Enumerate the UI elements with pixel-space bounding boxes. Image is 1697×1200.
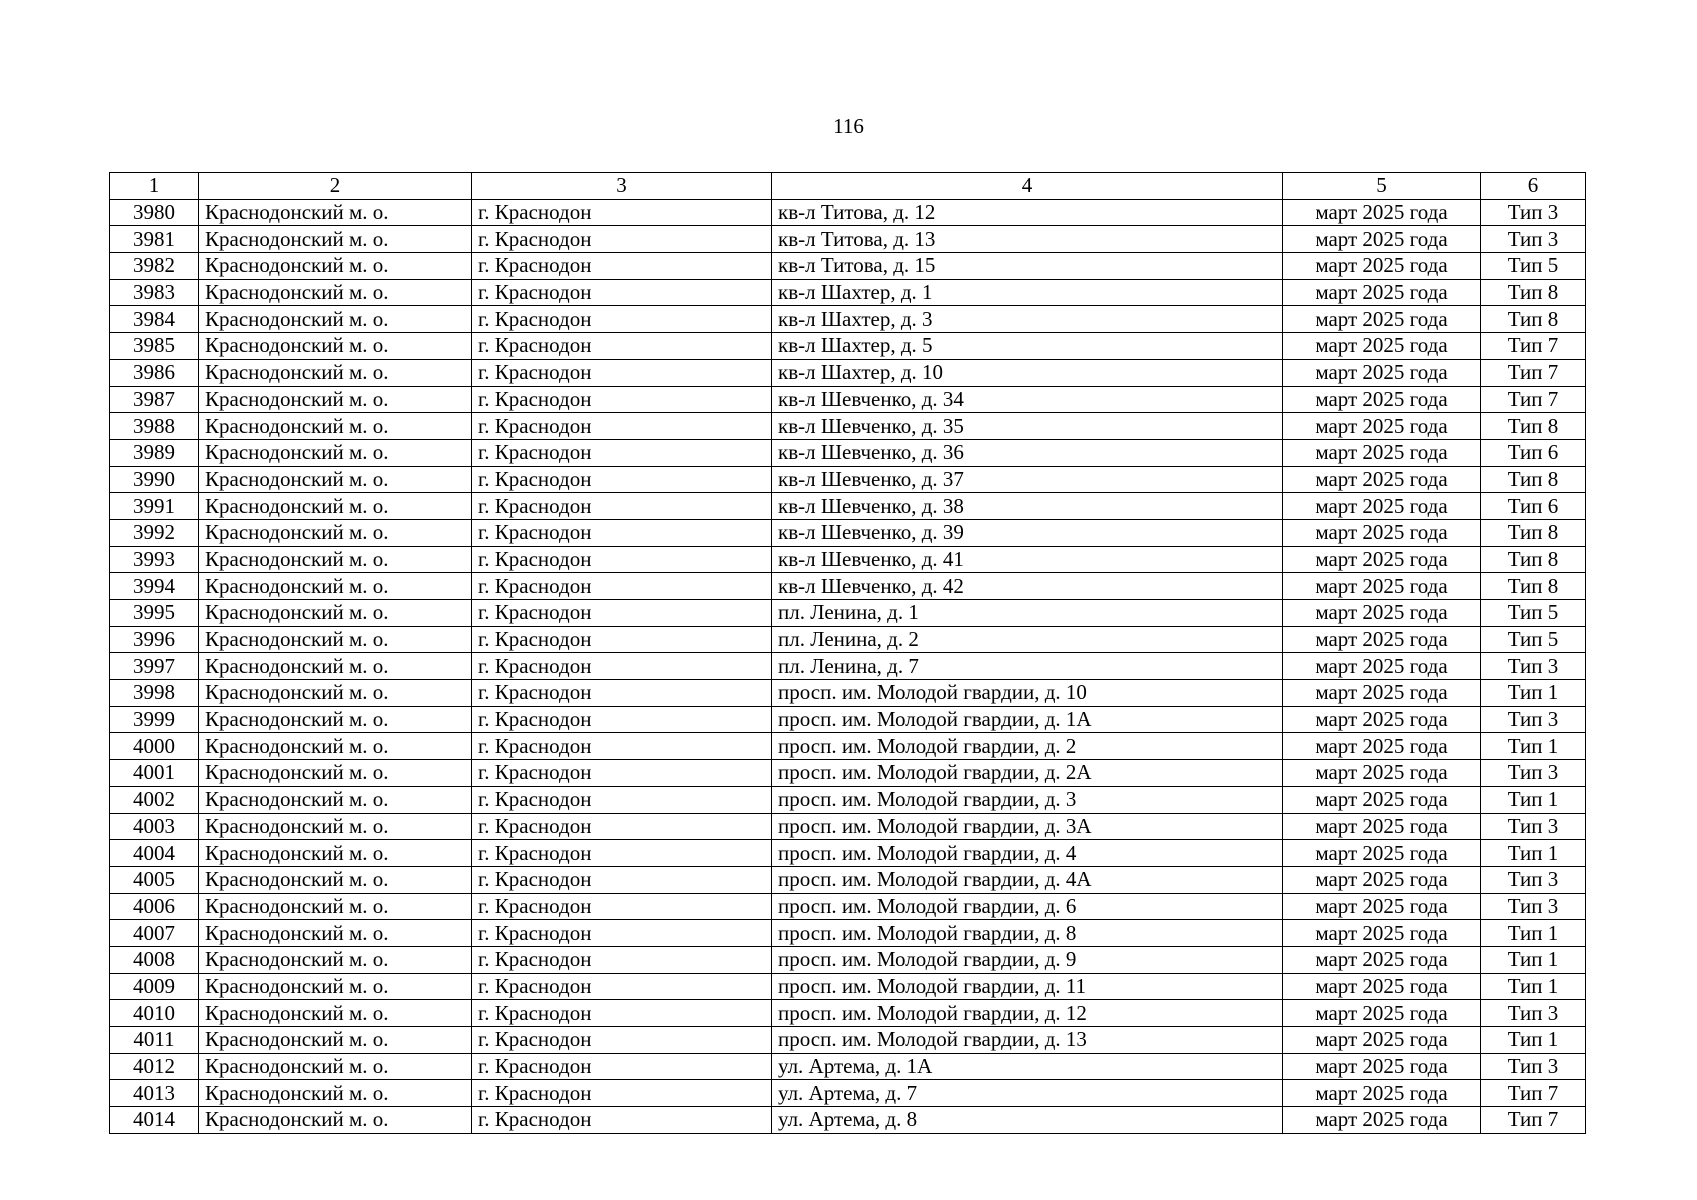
- table-row: [110, 626, 1586, 653]
- cell-type: Тип 8: [1481, 306, 1586, 333]
- column-header-4: 4: [772, 173, 1283, 200]
- cell-city: г. Краснодон: [472, 413, 772, 440]
- cell-number: 3990: [110, 466, 199, 493]
- cell-type: Тип 1: [1481, 920, 1586, 947]
- table-row: [110, 573, 1586, 600]
- cell-number: 3993: [110, 546, 199, 573]
- cell-city: г. Краснодон: [472, 866, 772, 893]
- table-row: [110, 706, 1586, 733]
- table-row: [110, 466, 1586, 493]
- table-row: [110, 1053, 1586, 1080]
- cell-city: г. Краснодон: [472, 680, 772, 707]
- cell-number: 4002: [110, 786, 199, 813]
- cell-district: Краснодонский м. о.: [199, 680, 472, 707]
- cell-number: 3989: [110, 439, 199, 466]
- cell-district: Краснодонский м. о.: [199, 253, 472, 280]
- cell-address: кв-л Шахтер, д. 3: [772, 306, 1283, 333]
- cell-address: кв-л Шевченко, д. 39: [772, 519, 1283, 546]
- table-row: [110, 733, 1586, 760]
- header-row: [110, 173, 1586, 200]
- table-row: [110, 439, 1586, 466]
- cell-city: г. Краснодон: [472, 439, 772, 466]
- cell-district: Краснодонский м. о.: [199, 600, 472, 627]
- cell-number: 4007: [110, 920, 199, 947]
- cell-date: март 2025 года: [1283, 253, 1481, 280]
- cell-date: март 2025 года: [1283, 439, 1481, 466]
- cell-type: Тип 7: [1481, 1107, 1586, 1134]
- cell-district: Краснодонский м. о.: [199, 466, 472, 493]
- cell-type: Тип 3: [1481, 1053, 1586, 1080]
- cell-date: март 2025 года: [1283, 733, 1481, 760]
- cell-type: Тип 7: [1481, 333, 1586, 360]
- cell-address: просп. им. Молодой гвардии, д. 13: [772, 1027, 1283, 1054]
- cell-city: г. Краснодон: [472, 226, 772, 253]
- cell-type: Тип 1: [1481, 680, 1586, 707]
- cell-type: Тип 8: [1481, 519, 1586, 546]
- table-row: [110, 1080, 1586, 1107]
- cell-date: март 2025 года: [1283, 893, 1481, 920]
- cell-date: март 2025 года: [1283, 786, 1481, 813]
- cell-date: март 2025 года: [1283, 973, 1481, 1000]
- cell-district: Краснодонский м. о.: [199, 840, 472, 867]
- table-row: [110, 653, 1586, 680]
- cell-district: Краснодонский м. о.: [199, 226, 472, 253]
- cell-type: Тип 8: [1481, 279, 1586, 306]
- cell-number: 3994: [110, 573, 199, 600]
- cell-city: г. Краснодон: [472, 333, 772, 360]
- table-row: [110, 413, 1586, 440]
- cell-address: просп. им. Молодой гвардии, д. 10: [772, 680, 1283, 707]
- table-row: [110, 279, 1586, 306]
- table-row: [110, 680, 1586, 707]
- cell-number: 3997: [110, 653, 199, 680]
- cell-district: Краснодонский м. о.: [199, 1080, 472, 1107]
- table-row: [110, 226, 1586, 253]
- cell-type: Тип 1: [1481, 840, 1586, 867]
- cell-date: март 2025 года: [1283, 813, 1481, 840]
- cell-number: 3991: [110, 493, 199, 520]
- cell-city: г. Краснодон: [472, 600, 772, 627]
- cell-date: март 2025 года: [1283, 1000, 1481, 1027]
- table-row: [110, 1107, 1586, 1134]
- table-row: [110, 493, 1586, 520]
- cell-date: март 2025 года: [1283, 653, 1481, 680]
- column-header-1: 1: [110, 173, 199, 200]
- cell-district: Краснодонский м. о.: [199, 279, 472, 306]
- cell-number: 4004: [110, 840, 199, 867]
- cell-number: 3985: [110, 333, 199, 360]
- cell-city: г. Краснодон: [472, 733, 772, 760]
- cell-district: Краснодонский м. о.: [199, 359, 472, 386]
- cell-type: Тип 3: [1481, 706, 1586, 733]
- cell-address: пл. Ленина, д. 7: [772, 653, 1283, 680]
- cell-city: г. Краснодон: [472, 279, 772, 306]
- table-header: [110, 173, 1586, 200]
- cell-district: Краснодонский м. о.: [199, 653, 472, 680]
- table-row: [110, 546, 1586, 573]
- cell-address: ул. Артема, д. 8: [772, 1107, 1283, 1134]
- cell-district: Краснодонский м. о.: [199, 813, 472, 840]
- cell-number: 4008: [110, 946, 199, 973]
- cell-number: 3982: [110, 253, 199, 280]
- cell-city: г. Краснодон: [472, 386, 772, 413]
- cell-date: март 2025 года: [1283, 493, 1481, 520]
- cell-address: кв-л Титова, д. 15: [772, 253, 1283, 280]
- table-row: [110, 760, 1586, 787]
- cell-date: март 2025 года: [1283, 546, 1481, 573]
- cell-number: 3981: [110, 226, 199, 253]
- cell-type: Тип 1: [1481, 733, 1586, 760]
- cell-type: Тип 1: [1481, 973, 1586, 1000]
- cell-address: просп. им. Молодой гвардии, д. 12: [772, 1000, 1283, 1027]
- cell-date: март 2025 года: [1283, 600, 1481, 627]
- cell-number: 4009: [110, 973, 199, 1000]
- cell-number: 3980: [110, 199, 199, 226]
- cell-address: просп. им. Молодой гвардии, д. 2: [772, 733, 1283, 760]
- table-row: [110, 1000, 1586, 1027]
- cell-address: ул. Артема, д. 7: [772, 1080, 1283, 1107]
- cell-number: 4006: [110, 893, 199, 920]
- cell-city: г. Краснодон: [472, 946, 772, 973]
- cell-address: кв-л Шахтер, д. 1: [772, 279, 1283, 306]
- cell-date: март 2025 года: [1283, 866, 1481, 893]
- cell-number: 4013: [110, 1080, 199, 1107]
- cell-type: Тип 8: [1481, 546, 1586, 573]
- cell-number: 3983: [110, 279, 199, 306]
- cell-district: Краснодонский м. о.: [199, 786, 472, 813]
- cell-number: 3999: [110, 706, 199, 733]
- cell-address: кв-л Шевченко, д. 36: [772, 439, 1283, 466]
- cell-date: март 2025 года: [1283, 760, 1481, 787]
- cell-district: Краснодонский м. о.: [199, 413, 472, 440]
- cell-date: март 2025 года: [1283, 279, 1481, 306]
- table-row: [110, 386, 1586, 413]
- cell-date: март 2025 года: [1283, 199, 1481, 226]
- cell-city: г. Краснодон: [472, 573, 772, 600]
- table-row: [110, 813, 1586, 840]
- column-header-3: 3: [472, 173, 772, 200]
- cell-city: г. Краснодон: [472, 519, 772, 546]
- cell-type: Тип 3: [1481, 760, 1586, 787]
- cell-address: кв-л Шевченко, д. 34: [772, 386, 1283, 413]
- cell-number: 4005: [110, 866, 199, 893]
- cell-district: Краснодонский м. о.: [199, 386, 472, 413]
- cell-number: 4012: [110, 1053, 199, 1080]
- cell-type: Тип 7: [1481, 386, 1586, 413]
- table-row: [110, 840, 1586, 867]
- cell-number: 4014: [110, 1107, 199, 1134]
- cell-city: г. Краснодон: [472, 253, 772, 280]
- cell-address: пл. Ленина, д. 2: [772, 626, 1283, 653]
- cell-district: Краснодонский м. о.: [199, 306, 472, 333]
- cell-number: 3992: [110, 519, 199, 546]
- cell-date: март 2025 года: [1283, 1107, 1481, 1134]
- cell-city: г. Краснодон: [472, 466, 772, 493]
- cell-date: март 2025 года: [1283, 306, 1481, 333]
- cell-type: Тип 5: [1481, 626, 1586, 653]
- cell-date: март 2025 года: [1283, 626, 1481, 653]
- cell-number: 3996: [110, 626, 199, 653]
- cell-number: 3988: [110, 413, 199, 440]
- cell-city: г. Краснодон: [472, 1000, 772, 1027]
- cell-city: г. Краснодон: [472, 653, 772, 680]
- cell-district: Краснодонский м. о.: [199, 733, 472, 760]
- table-row: [110, 333, 1586, 360]
- cell-district: Краснодонский м. о.: [199, 573, 472, 600]
- cell-number: 3995: [110, 600, 199, 627]
- table-row: [110, 946, 1586, 973]
- cell-district: Краснодонский м. о.: [199, 626, 472, 653]
- cell-type: Тип 1: [1481, 1027, 1586, 1054]
- cell-address: кв-л Шевченко, д. 41: [772, 546, 1283, 573]
- cell-district: Краснодонский м. о.: [199, 760, 472, 787]
- cell-number: 3987: [110, 386, 199, 413]
- cell-type: Тип 3: [1481, 813, 1586, 840]
- cell-district: Краснодонский м. о.: [199, 199, 472, 226]
- cell-address: пл. Ленина, д. 1: [772, 600, 1283, 627]
- cell-address: просп. им. Молодой гвардии, д. 1А: [772, 706, 1283, 733]
- cell-type: Тип 3: [1481, 653, 1586, 680]
- cell-number: 3986: [110, 359, 199, 386]
- cell-district: Краснодонский м. о.: [199, 866, 472, 893]
- cell-date: март 2025 года: [1283, 359, 1481, 386]
- cell-address: просп. им. Молодой гвардии, д. 11: [772, 973, 1283, 1000]
- cell-district: Краснодонский м. о.: [199, 1000, 472, 1027]
- table-row: [110, 306, 1586, 333]
- cell-address: ул. Артема, д. 1А: [772, 1053, 1283, 1080]
- cell-type: Тип 3: [1481, 226, 1586, 253]
- cell-number: 3984: [110, 306, 199, 333]
- cell-date: март 2025 года: [1283, 920, 1481, 947]
- table-row: [110, 786, 1586, 813]
- cell-district: Краснодонский м. о.: [199, 920, 472, 947]
- cell-city: г. Краснодон: [472, 760, 772, 787]
- cell-date: март 2025 года: [1283, 466, 1481, 493]
- cell-address: просп. им. Молодой гвардии, д. 9: [772, 946, 1283, 973]
- table-row: [110, 1027, 1586, 1054]
- cell-type: Тип 8: [1481, 573, 1586, 600]
- cell-number: 3998: [110, 680, 199, 707]
- column-header-5: 5: [1283, 173, 1481, 200]
- cell-city: г. Краснодон: [472, 840, 772, 867]
- table-row: [110, 359, 1586, 386]
- cell-date: март 2025 года: [1283, 1053, 1481, 1080]
- cell-city: г. Краснодон: [472, 546, 772, 573]
- cell-date: март 2025 года: [1283, 386, 1481, 413]
- data-table: [109, 172, 1586, 1134]
- cell-city: г. Краснодон: [472, 626, 772, 653]
- cell-type: Тип 3: [1481, 866, 1586, 893]
- cell-type: Тип 6: [1481, 439, 1586, 466]
- cell-city: г. Краснодон: [472, 199, 772, 226]
- cell-city: г. Краснодон: [472, 1053, 772, 1080]
- cell-date: март 2025 года: [1283, 840, 1481, 867]
- cell-district: Краснодонский м. о.: [199, 1027, 472, 1054]
- cell-type: Тип 7: [1481, 359, 1586, 386]
- cell-type: Тип 3: [1481, 199, 1586, 226]
- cell-address: просп. им. Молодой гвардии, д. 3: [772, 786, 1283, 813]
- table-row: [110, 893, 1586, 920]
- cell-district: Краснодонский м. о.: [199, 546, 472, 573]
- cell-date: март 2025 года: [1283, 706, 1481, 733]
- table-body: [110, 199, 1586, 1133]
- cell-district: Краснодонский м. о.: [199, 439, 472, 466]
- cell-district: Краснодонский м. о.: [199, 493, 472, 520]
- cell-city: г. Краснодон: [472, 706, 772, 733]
- cell-type: Тип 7: [1481, 1080, 1586, 1107]
- table-row: [110, 866, 1586, 893]
- cell-number: 4001: [110, 760, 199, 787]
- cell-district: Краснодонский м. о.: [199, 333, 472, 360]
- cell-address: кв-л Титова, д. 12: [772, 199, 1283, 226]
- cell-date: март 2025 года: [1283, 413, 1481, 440]
- cell-date: март 2025 года: [1283, 333, 1481, 360]
- cell-address: просп. им. Молодой гвардии, д. 2А: [772, 760, 1283, 787]
- cell-district: Краснодонский м. о.: [199, 893, 472, 920]
- cell-address: просп. им. Молодой гвардии, д. 3А: [772, 813, 1283, 840]
- cell-address: кв-л Шевченко, д. 38: [772, 493, 1283, 520]
- cell-type: Тип 8: [1481, 466, 1586, 493]
- table-row: [110, 920, 1586, 947]
- table-row: [110, 973, 1586, 1000]
- cell-type: Тип 1: [1481, 946, 1586, 973]
- cell-city: г. Краснодон: [472, 1107, 772, 1134]
- cell-type: Тип 1: [1481, 786, 1586, 813]
- cell-type: Тип 8: [1481, 413, 1586, 440]
- table-row: [110, 253, 1586, 280]
- cell-city: г. Краснодон: [472, 1080, 772, 1107]
- cell-date: март 2025 года: [1283, 573, 1481, 600]
- cell-city: г. Краснодон: [472, 786, 772, 813]
- cell-date: март 2025 года: [1283, 226, 1481, 253]
- cell-type: Тип 3: [1481, 1000, 1586, 1027]
- cell-address: кв-л Титова, д. 13: [772, 226, 1283, 253]
- column-header-2: 2: [199, 173, 472, 200]
- cell-number: 4011: [110, 1027, 199, 1054]
- cell-address: просп. им. Молодой гвардии, д. 8: [772, 920, 1283, 947]
- cell-address: просп. им. Молодой гвардии, д. 4А: [772, 866, 1283, 893]
- cell-city: г. Краснодон: [472, 920, 772, 947]
- cell-address: кв-л Шахтер, д. 10: [772, 359, 1283, 386]
- cell-district: Краснодонский м. о.: [199, 1107, 472, 1134]
- table-row: [110, 600, 1586, 627]
- cell-date: март 2025 года: [1283, 946, 1481, 973]
- cell-date: март 2025 года: [1283, 1027, 1481, 1054]
- cell-number: 4010: [110, 1000, 199, 1027]
- cell-type: Тип 6: [1481, 493, 1586, 520]
- cell-city: г. Краснодон: [472, 1027, 772, 1054]
- cell-city: г. Краснодон: [472, 893, 772, 920]
- cell-date: март 2025 года: [1283, 680, 1481, 707]
- table-row: [110, 519, 1586, 546]
- cell-type: Тип 3: [1481, 893, 1586, 920]
- cell-city: г. Краснодон: [472, 359, 772, 386]
- cell-type: Тип 5: [1481, 253, 1586, 280]
- cell-date: март 2025 года: [1283, 1080, 1481, 1107]
- cell-district: Краснодонский м. о.: [199, 946, 472, 973]
- cell-date: март 2025 года: [1283, 519, 1481, 546]
- cell-city: г. Краснодон: [472, 493, 772, 520]
- cell-number: 4000: [110, 733, 199, 760]
- cell-city: г. Краснодон: [472, 813, 772, 840]
- cell-address: просп. им. Молодой гвардии, д. 6: [772, 893, 1283, 920]
- cell-district: Краснодонский м. о.: [199, 973, 472, 1000]
- cell-number: 4003: [110, 813, 199, 840]
- cell-type: Тип 5: [1481, 600, 1586, 627]
- cell-city: г. Краснодон: [472, 306, 772, 333]
- table-row: [110, 199, 1586, 226]
- cell-district: Краснодонский м. о.: [199, 519, 472, 546]
- column-header-6: 6: [1481, 173, 1586, 200]
- cell-address: кв-л Шевченко, д. 42: [772, 573, 1283, 600]
- cell-address: кв-л Шахтер, д. 5: [772, 333, 1283, 360]
- cell-district: Краснодонский м. о.: [199, 706, 472, 733]
- cell-address: кв-л Шевченко, д. 35: [772, 413, 1283, 440]
- cell-address: просп. им. Молодой гвардии, д. 4: [772, 840, 1283, 867]
- cell-city: г. Краснодон: [472, 973, 772, 1000]
- page-number: 116: [833, 114, 864, 138]
- cell-district: Краснодонский м. о.: [199, 1053, 472, 1080]
- cell-address: кв-л Шевченко, д. 37: [772, 466, 1283, 493]
